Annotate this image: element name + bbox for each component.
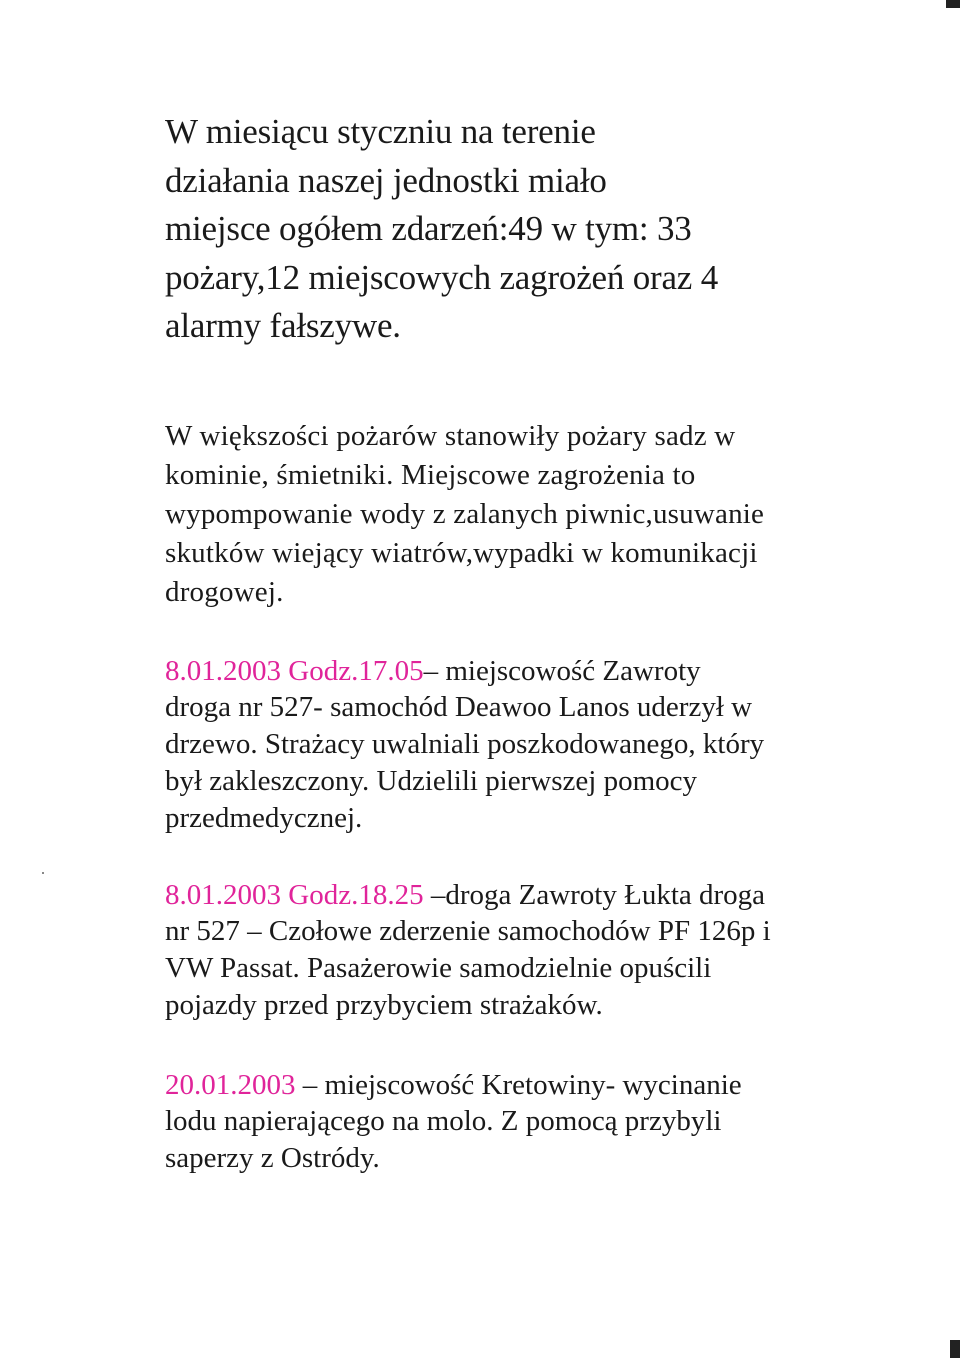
event-entry xyxy=(165,653,865,837)
event-date: 8.01.2003 Godz.18.25 xyxy=(165,878,424,911)
scan-corner-mark-bottom xyxy=(950,1340,960,1358)
event-description: – miejscowość Zawroty droga nr 527- samochód Deawoo Lanos uderzył w drzewo. Strażacy uwalniali poszkodowanego, który był zakleszczony. Udzielili pierwszej pomocy przedmedycznej. xyxy=(165,654,765,834)
event-description: – miejscowość Kretowiny- wycinanie lodu napierającego na molo. Z pomocą przybyli saperzy z Ostródy. xyxy=(165,1068,742,1175)
summary-paragraph: W większości pożarów stanowiły pożary sadz w kominie, śmietniki. Miejscowe zagrożenia to wypompowanie wody z zalanych piwnic,usuwanie skutków wiejący wiatrów,wypadki w komunikacji drogowej. xyxy=(165,419,765,609)
event-description: –droga Zawroty Łukta droga nr 527 – Czołowe zderzenie samochodów PF 126p i VW Passat. Pasażerowie samodzielnie opuścili pojazdy przed przybyciem strażaków. xyxy=(165,878,771,1021)
scan-corner-mark xyxy=(946,0,960,8)
document-page xyxy=(165,108,865,1177)
event-entry xyxy=(165,1067,865,1177)
event-entry xyxy=(165,877,865,1024)
scan-speck xyxy=(42,872,44,874)
event-date: 20.01.2003 xyxy=(165,1068,296,1101)
intro-paragraph: W miesiącu styczniu na terenie działania naszej jednostki miało miejsce ogółem zdarzeń:49 w tym: 33 pożary,12 miejscowych zagrożeń oraz 4 alarmy fałszywe. xyxy=(165,112,718,345)
event-date: 8.01.2003 Godz.17.05 xyxy=(165,654,424,687)
